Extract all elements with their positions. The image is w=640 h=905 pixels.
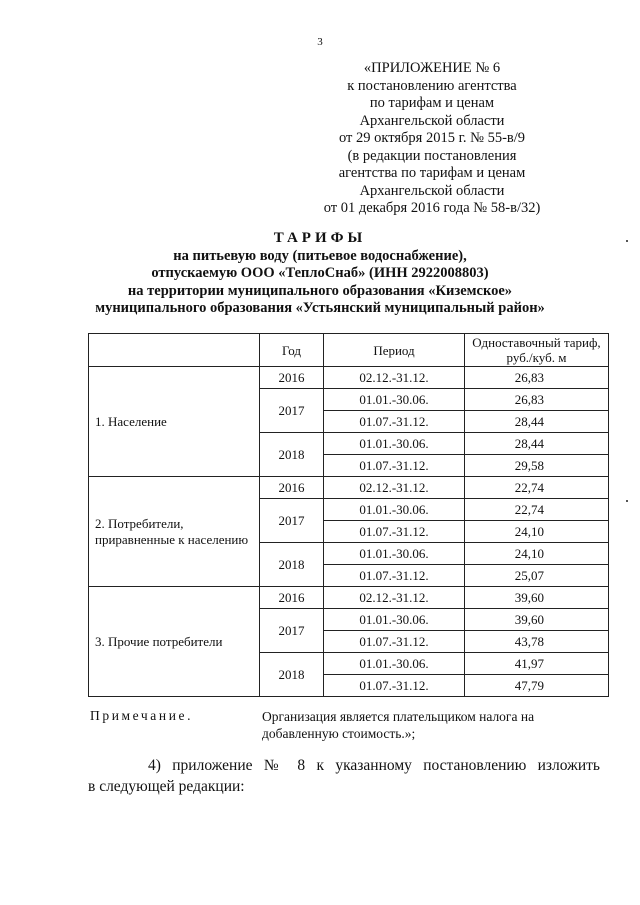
period-cell: 01.01.-30.06. bbox=[324, 653, 465, 675]
annex-header bbox=[302, 60, 562, 218]
year-cell: 2018 bbox=[260, 433, 324, 477]
body-paragraph bbox=[88, 755, 600, 797]
annex-line: Архангельской области bbox=[359, 112, 505, 129]
annex-line: «ПРИЛОЖЕНИЕ № 6 bbox=[363, 60, 501, 76]
year-cell: 2016 bbox=[260, 367, 324, 389]
year-cell: 2017 bbox=[260, 499, 324, 543]
period-cell: 02.12.-31.12. bbox=[324, 367, 465, 389]
page-number: 3 bbox=[317, 36, 323, 48]
tariff-cell: 26,83 bbox=[465, 389, 609, 411]
table-row bbox=[89, 367, 609, 389]
table-row bbox=[89, 587, 609, 609]
year-cell: 2017 bbox=[260, 389, 324, 433]
tariff-cell: 22,74 bbox=[465, 499, 609, 521]
tariff-cell: 24,10 bbox=[465, 521, 609, 543]
paragraph-line: 4) приложение № 8 к указанному постановлению изложить bbox=[148, 757, 600, 774]
annex-line: к постановлению агентства bbox=[347, 77, 517, 94]
annex-line: от 29 октября 2015 г. № 55-в/9 bbox=[338, 130, 526, 146]
tariff-table bbox=[88, 333, 609, 697]
tariff-cell: 47,79 bbox=[465, 675, 609, 697]
year-cell: 2018 bbox=[260, 653, 324, 697]
tariff-cell: 29,58 bbox=[465, 455, 609, 477]
tariff-cell: 41,97 bbox=[465, 653, 609, 675]
period-cell: 01.07.-31.12. bbox=[324, 565, 465, 587]
category-cell: 3. Прочие потребители bbox=[89, 587, 260, 697]
table-header-row bbox=[89, 334, 609, 367]
title-line: на питьевую воду (питьевое водоснабжение), bbox=[173, 247, 467, 264]
category-cell: 2. Потребители, приравненные к населению bbox=[89, 477, 260, 587]
header-tariff: Одноставочный тариф, руб./куб. м bbox=[465, 334, 609, 367]
period-cell: 01.01.-30.06. bbox=[324, 389, 465, 411]
period-cell: 01.07.-31.12. bbox=[324, 631, 465, 653]
note-label: Примечание. bbox=[90, 708, 194, 723]
tariff-cell: 28,44 bbox=[465, 411, 609, 433]
scan-speck bbox=[626, 240, 628, 242]
year-cell: 2018 bbox=[260, 543, 324, 587]
tariff-cell: 25,07 bbox=[465, 565, 609, 587]
note-text: Организация является плательщиком налога на добавленную стоимость.»; bbox=[262, 709, 535, 741]
scan-speck bbox=[626, 500, 628, 502]
header-category bbox=[89, 334, 260, 367]
period-cell: 01.01.-30.06. bbox=[324, 499, 465, 521]
period-cell: 01.07.-31.12. bbox=[324, 675, 465, 697]
year-cell: 2016 bbox=[260, 477, 324, 499]
period-cell: 01.01.-30.06. bbox=[324, 433, 465, 455]
period-cell: 01.07.-31.12. bbox=[324, 455, 465, 477]
tariff-cell: 26,83 bbox=[465, 367, 609, 389]
period-cell: 02.12.-31.12. bbox=[324, 587, 465, 609]
header-period: Период bbox=[324, 334, 465, 367]
tariff-cell: 39,60 bbox=[465, 587, 609, 609]
title-line: на территории муниципального образования «Киземское» bbox=[127, 282, 513, 299]
tariff-cell: 22,74 bbox=[465, 477, 609, 499]
title-line: муниципального образования «Устьянский муниципальный район» bbox=[95, 300, 545, 316]
document-title bbox=[0, 230, 640, 318]
annex-line: (в редакции постановления bbox=[347, 147, 517, 164]
period-cell: 02.12.-31.12. bbox=[324, 477, 465, 499]
category-cell: 1. Население bbox=[89, 367, 260, 477]
paragraph-line: в следующей редакции: bbox=[88, 778, 245, 795]
tariff-cell: 28,44 bbox=[465, 433, 609, 455]
header-year: Год bbox=[260, 334, 324, 367]
annex-line: Архангельской области bbox=[359, 182, 505, 199]
table-row bbox=[89, 477, 609, 499]
period-cell: 01.01.-30.06. bbox=[324, 543, 465, 565]
annex-line: от 01 декабря 2016 года № 58-в/32) bbox=[323, 200, 541, 216]
period-cell: 01.07.-31.12. bbox=[324, 521, 465, 543]
annex-line: по тарифам и ценам bbox=[369, 95, 495, 111]
title-line: отпускаемую ООО «ТеплоСнаб» (ИНН 2922008803) bbox=[151, 265, 489, 281]
year-cell: 2016 bbox=[260, 587, 324, 609]
tariff-cell: 39,60 bbox=[465, 609, 609, 631]
year-cell: 2017 bbox=[260, 609, 324, 653]
tariff-cell: 43,78 bbox=[465, 631, 609, 653]
period-cell: 01.07.-31.12. bbox=[324, 411, 465, 433]
title-heading: ТАРИФЫ bbox=[273, 230, 367, 246]
period-cell: 01.01.-30.06. bbox=[324, 609, 465, 631]
tariff-cell: 24,10 bbox=[465, 543, 609, 565]
annex-line: агентства по тарифам и ценам bbox=[338, 165, 526, 181]
